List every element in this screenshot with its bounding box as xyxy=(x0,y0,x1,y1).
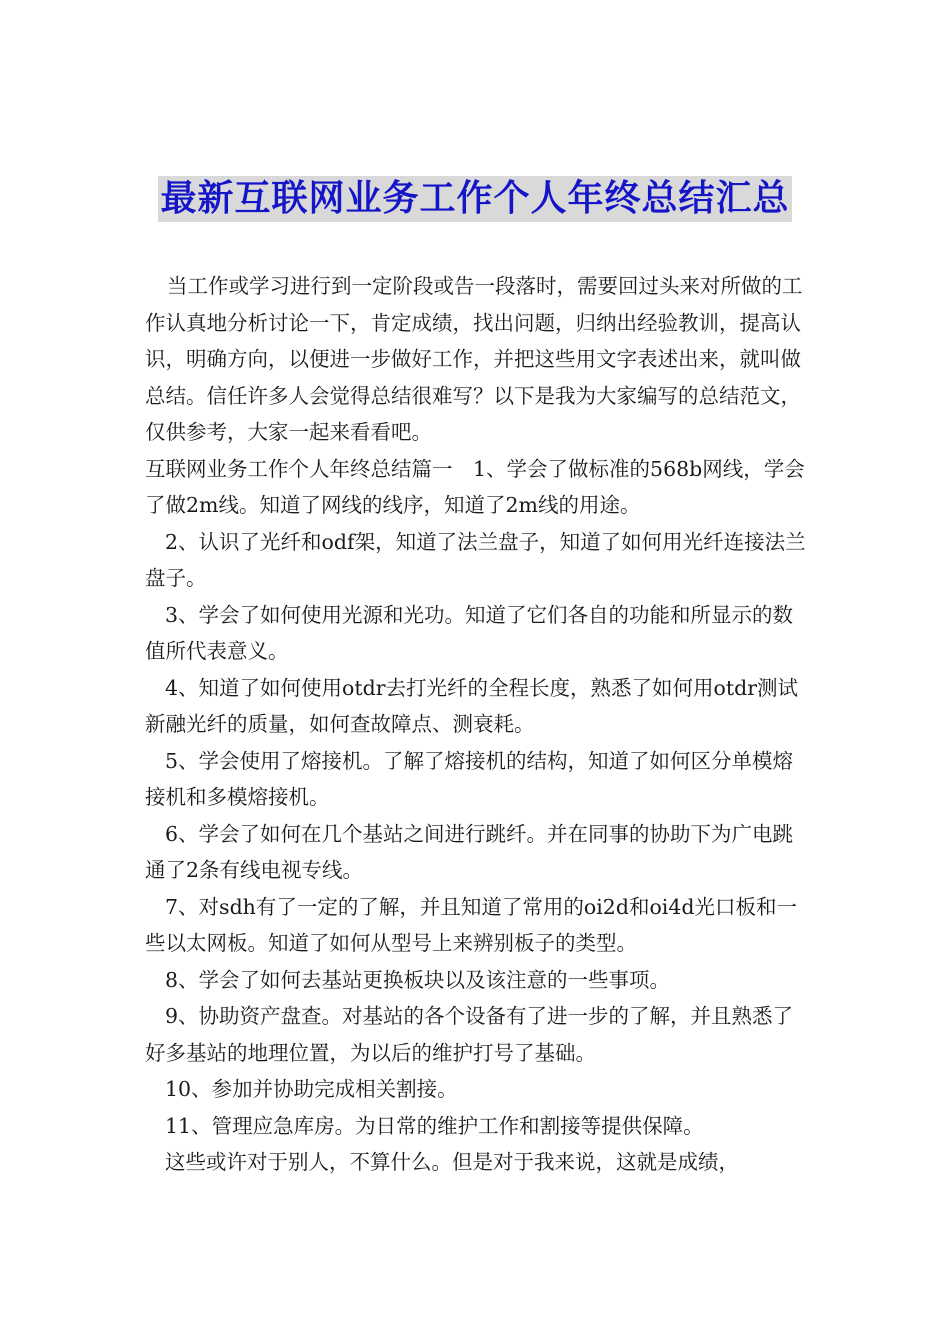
paragraph-7: 7、对sdh有了一定的了解，并且知道了常用的oi2d和oi4d光口板和一些以太网板。知道了如何从型号上来辨别板子的类型。 xyxy=(145,894,798,955)
document-body xyxy=(145,268,810,1181)
paragraph-4: 4、知道了如何使用otdr去打光纤的全程长度，熟悉了如何用otdr测试新融光纤的质量，如何查故障点、测衰耗。 xyxy=(145,675,799,736)
paragraph-10: 10、参加并协助完成相关割接。 xyxy=(165,1077,458,1101)
paragraph-8: 8、学会了如何去基站更换板块以及该注意的一些事项。 xyxy=(165,967,671,992)
paragraph-3: 3、学会了如何使用光源和光功。知道了它们各自的功能和所显示的数值所代表意义。 xyxy=(145,602,794,663)
paragraph-2: 2、认识了光纤和odf架，知道了法兰盘子，知道了如何用光纤连接法兰盘子。 xyxy=(145,529,806,590)
paragraph-12: 这些或许对于别人，不算什么。但是对于我来说，这就是成绩， xyxy=(165,1150,739,1174)
intro-paragraph: 当工作或学习进行到一定阶段或告一段落时，需要回过头来对所做的工作认真地分析讨论一下，肯定成绩，找出问题，归纳出经验教训，提高认识，明确方向，以便进一步做好工作，并把这些用文字表述出来，就叫做总结。信任许多人会觉得总结很难写？以下是我为大家编写的总结范文，仅供参考，大家一起来看看吧。 xyxy=(145,274,803,444)
title-container xyxy=(0,176,950,222)
paragraph-9: 9、协助资产盘查。对基站的各个设备有了进一步的了解，并且熟悉了好多基站的地理位置，为以后的维护打号了基础。 xyxy=(145,1004,794,1065)
paragraph-11: 11、管理应急库房。为日常的维护工作和割接等提供保障。 xyxy=(165,1113,704,1138)
paragraph-6: 6、学会了如何在几个基站之间进行跳纤。并在同事的协助下为广电跳通了2条有线电视专线。 xyxy=(145,821,794,882)
paragraph-5: 5、学会使用了熔接机。了解了熔接机的结构，知道了如何区分单模熔接机和多模熔接机。 xyxy=(145,748,794,809)
document-title: 最新互联网业务工作个人年终总结汇总 xyxy=(158,176,791,222)
paragraph-1: 互联网业务工作个人年终总结篇一 1、学会了做标准的568b网线，学会了做2m线。知道了网线的线序，知道了2m线的用途。 xyxy=(145,456,805,517)
